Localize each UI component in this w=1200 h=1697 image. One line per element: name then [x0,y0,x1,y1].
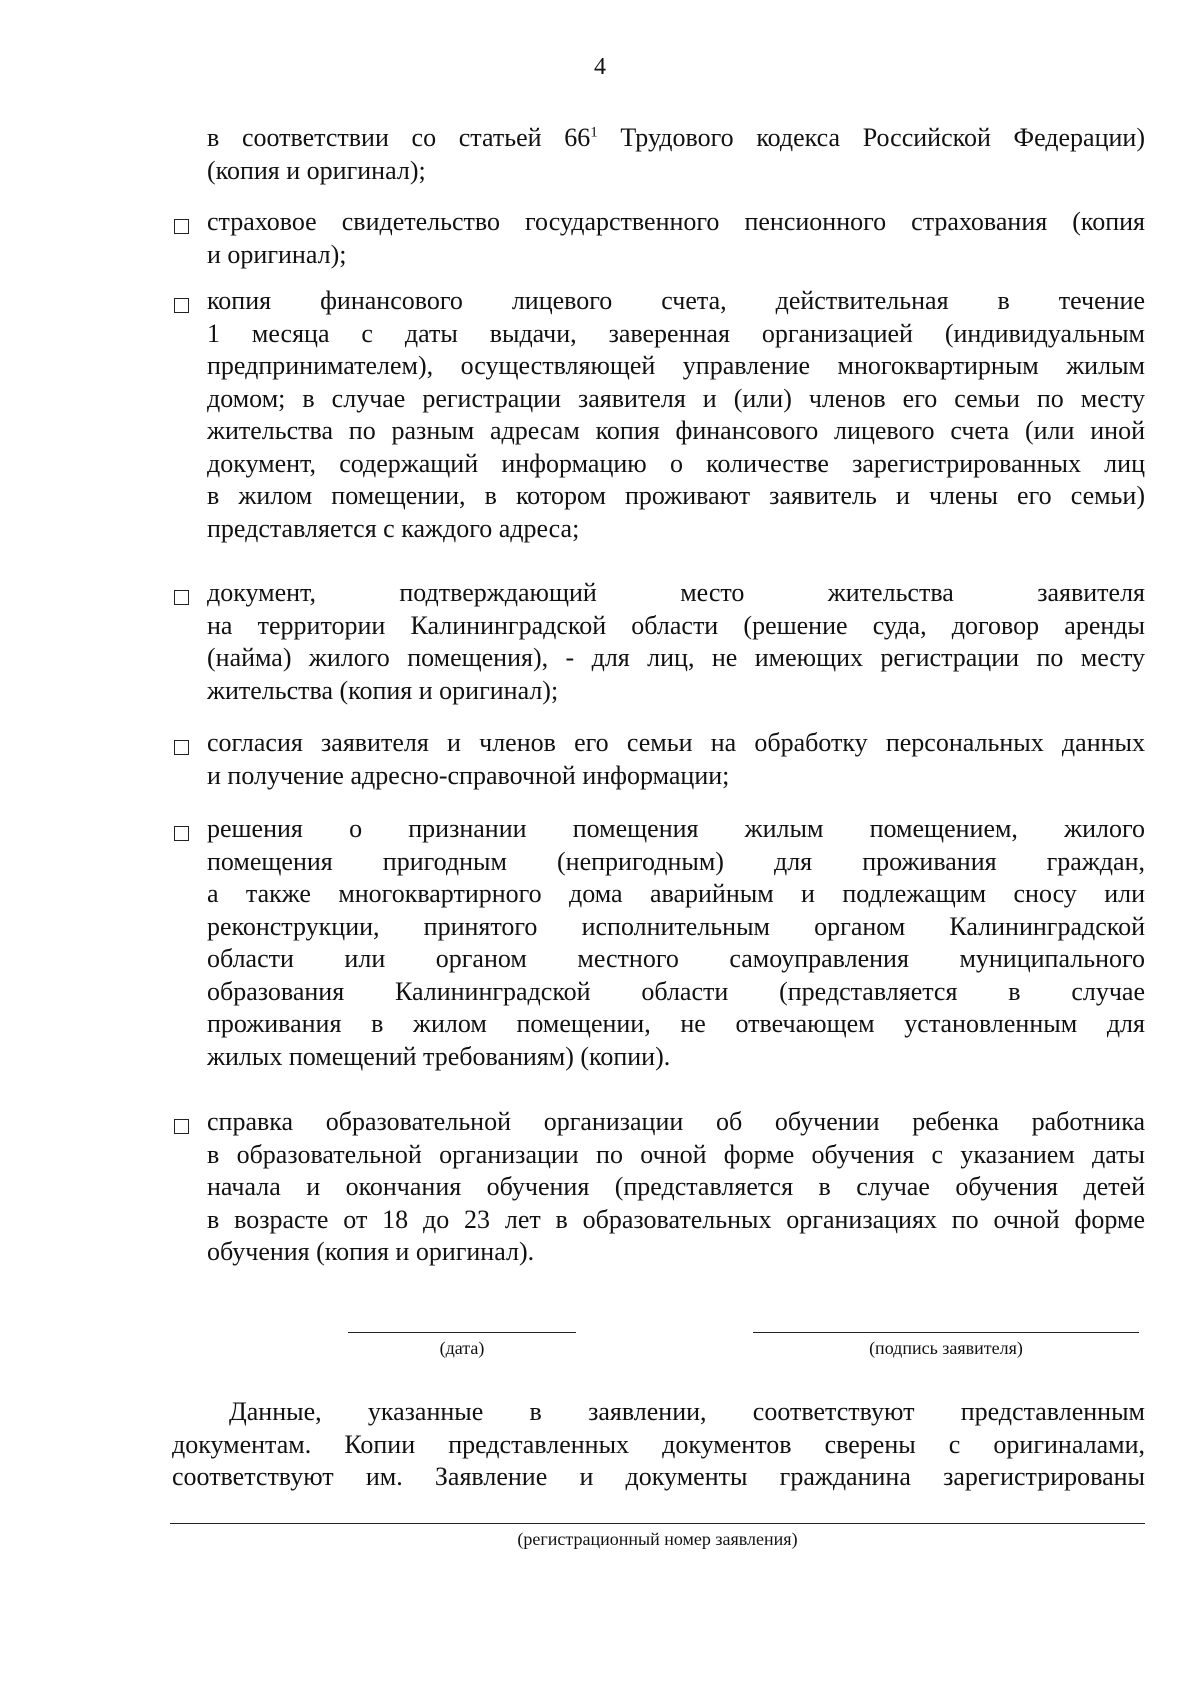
line: домом; в случае регистрации заявителя и (или) членов его семьи по месту [207,383,1145,413]
page-number: 4 [594,54,606,80]
line: страховое свидетельство государственного пенсионного страхования (копия [207,207,1145,236]
intro-line-2: (копия и оригинал); [207,155,426,185]
line: проживания в жилом помещении, не отвечающем установленным для [207,1009,1145,1038]
item-financial-account [207,285,1145,545]
line: 1 месяца с даты выдачи, заверенная организацией (индивидуальным [207,318,1145,348]
signature-caption: (подпись заявителя) [869,1338,1023,1358]
intro-line-1: в соответствии со статьей $66^1$ Трудового кодекса Российской Федерации) [207,123,1145,152]
line: (найма) жилого помещения), - для лиц, не имеющих регистрации по месту [207,643,1145,672]
line: справка образовательной организации об обучении ребенка работника [207,1107,1145,1136]
line: жительства (копия и оригинал); [207,675,559,705]
line: копия финансового лицевого счета, действительная в течение [207,286,1145,315]
line: жительства по разным адресам копия финансового лицевого счета (или иной [207,416,1145,445]
line: реконструкции, принятого исполнительным органом Калининградской [207,911,1145,941]
line: документ, подтверждающий место жительства заявителя [207,578,1145,607]
line: решения о признании помещения жилым помещением, жилого [207,814,1145,843]
item-housing-decision [207,813,1145,1073]
article-superscript: 1 [590,124,598,141]
signature-field-line[interactable] [753,1332,1139,1333]
line: в жилом помещении, в котором проживают заявитель и члены его семьи) [207,481,1145,510]
line: предпринимателем), осуществляющей управление многоквартирным жилым [207,351,1145,380]
declaration-paragraph [172,1396,1145,1494]
item-checkbox-education[interactable] [174,1119,189,1134]
line: документ, содержащий информацию о количестве зарегистрированных лиц [207,448,1145,478]
line: соответствуют им. Заявление и документы гражданина зарегистрированы [172,1462,1145,1491]
line: жилых помещений требованиям) (копии). [207,1041,671,1071]
line: согласия заявителя и членов его семьи на обработку персональных данных [207,728,1145,757]
item-checkbox-account[interactable] [174,298,189,313]
intro-paragraph [207,122,1145,187]
registration-caption: (регистрационный номер заявления) [517,1529,798,1549]
item-data-consent [207,727,1145,792]
item-checkbox-residence[interactable] [174,590,189,605]
item-checkbox-decision[interactable] [174,826,189,841]
line: помещения пригодным (непригодным) для проживания граждан, [207,846,1145,876]
line: обучения (копия и оригинал). [207,1237,535,1266]
line: в образовательной организации по очной форме обучения с указанием даты [207,1139,1145,1169]
date-caption: (дата) [439,1338,485,1358]
line: Данные, указанные в заявлении, соответствуют представленным [229,1397,1145,1426]
line: документам. Копии представленных документов сверены с оригиналами, [172,1429,1145,1459]
line: и получение адресно-справочной информации; [207,760,730,790]
line: области или органом местного самоуправления муниципального [207,944,1145,973]
line: представляется с каждого адреса; [207,513,580,543]
date-field-line[interactable] [348,1332,576,1333]
line: образования Калининградской области (представляется в случае [207,976,1145,1006]
registration-number-line[interactable] [170,1523,1145,1524]
item-checkbox-consent[interactable] [174,740,189,755]
line: на территории Калининградской области (решение суда, договор аренды [207,610,1145,640]
line: начала и окончания обучения (представляется в случае обучения детей [207,1172,1145,1201]
item-checkbox-insurance[interactable] [174,219,189,234]
item-residence-document [207,577,1145,707]
line: а также многоквартирного дома аварийным и подлежащим сносу или [207,879,1145,908]
line: и оригинал); [207,239,347,269]
item-insurance-certificate [207,206,1145,271]
item-education-certificate [207,1106,1145,1269]
line: в возрасте от 18 до 23 лет в образовательных организациях по очной форме [207,1204,1145,1234]
